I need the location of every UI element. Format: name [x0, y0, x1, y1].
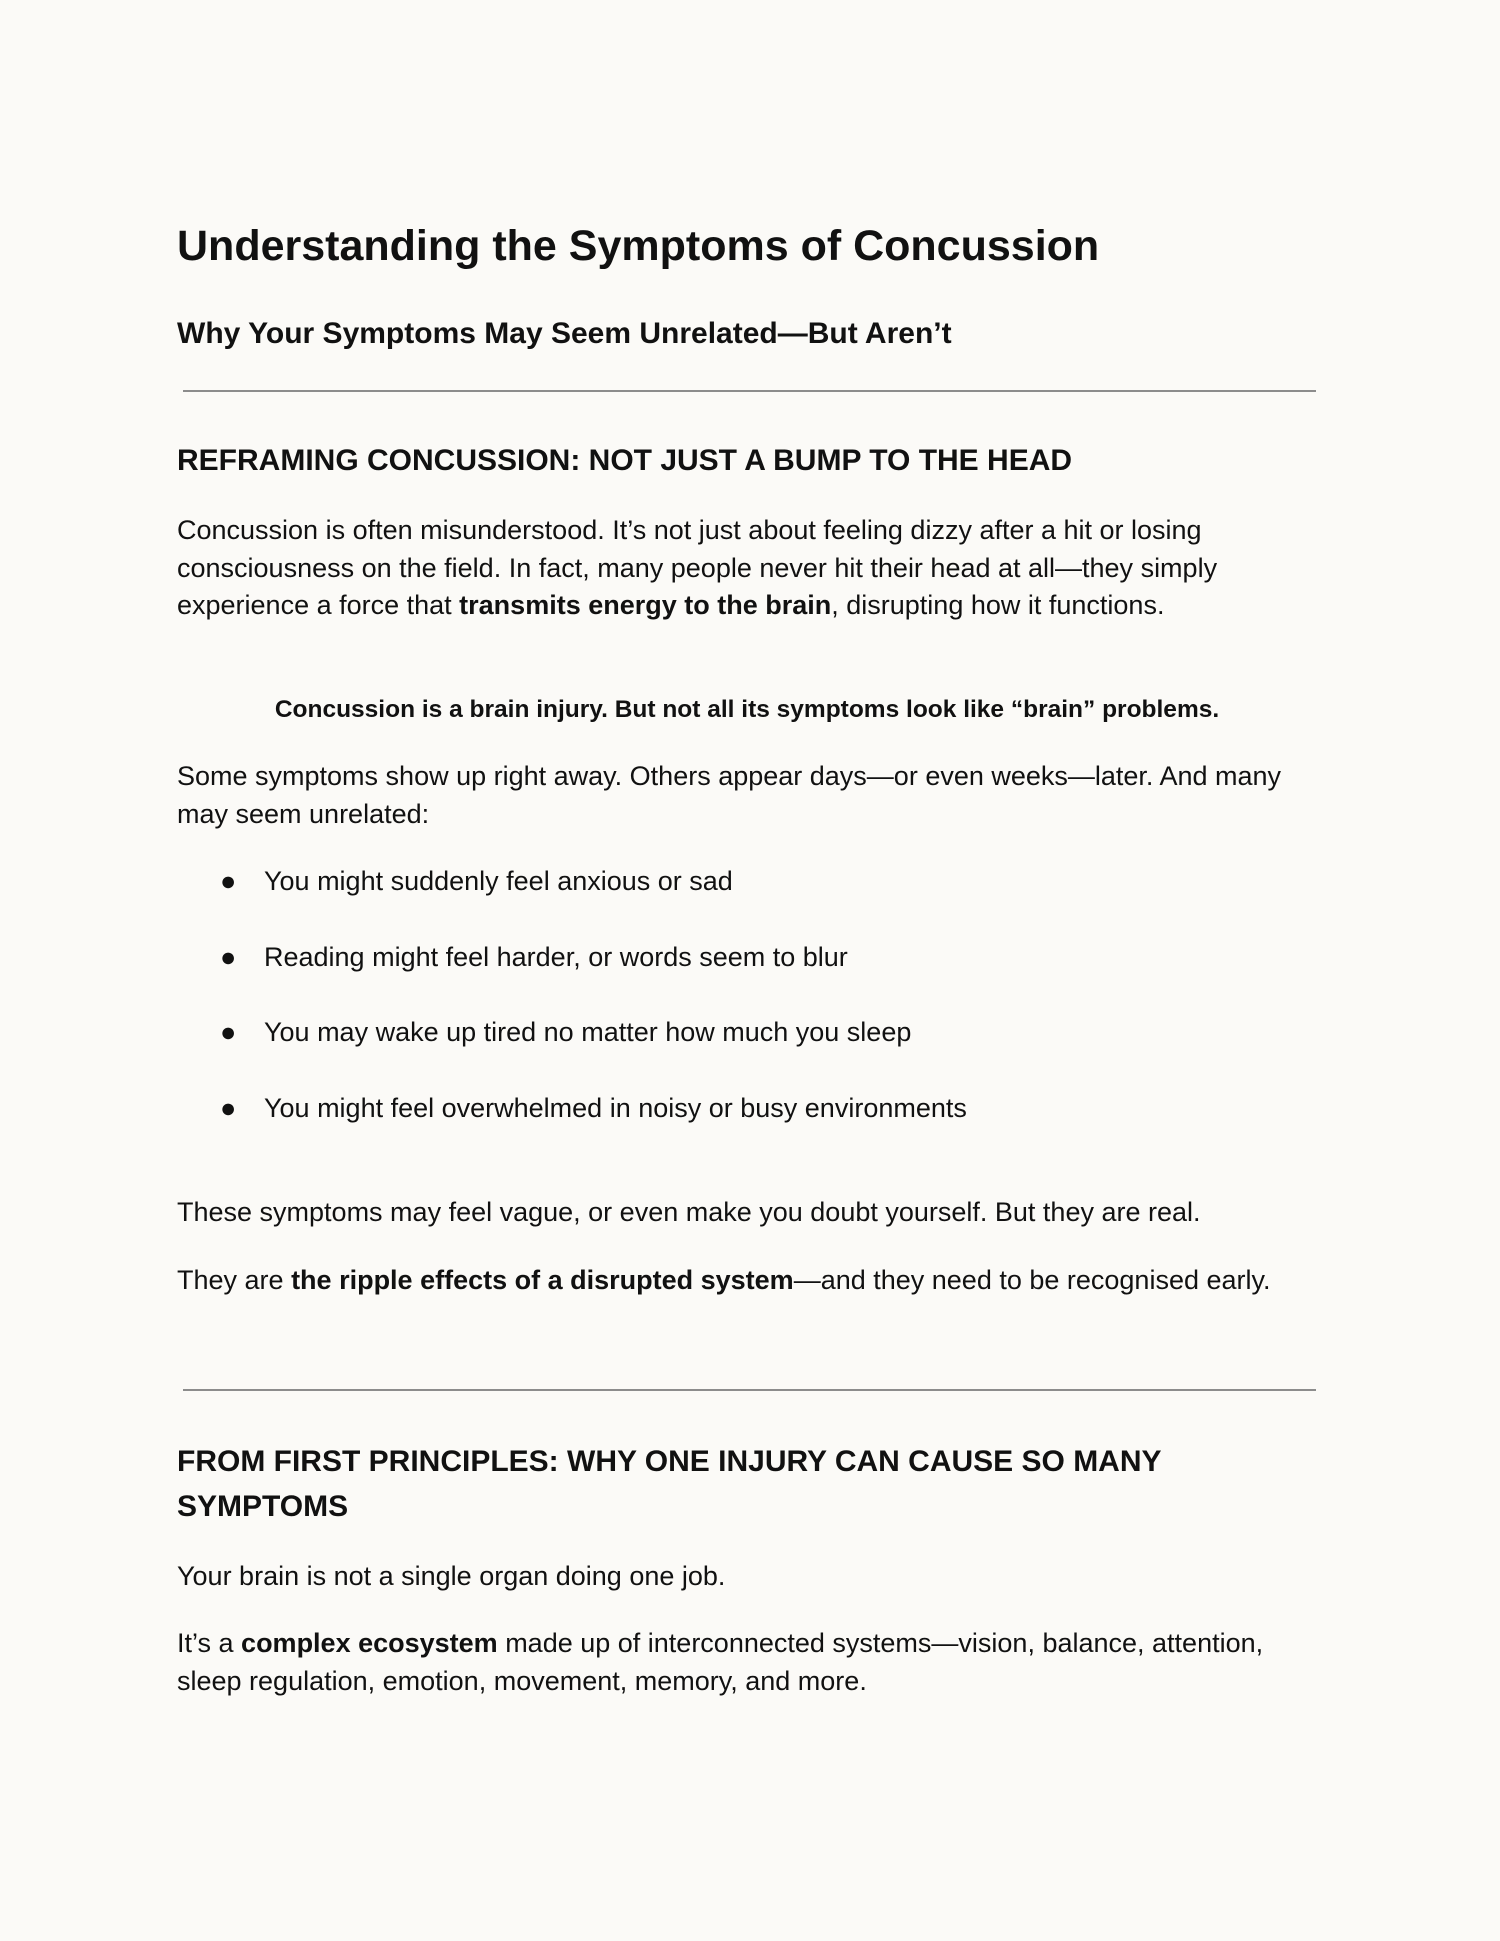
intro-paragraph	[177, 512, 1297, 625]
text: made up of interconnected systems—vision, balance, attention, sleep regulation, emotion, movement, memory, and more.	[177, 1628, 1264, 1696]
paragraph	[177, 1625, 1297, 1700]
bold-text: the ripple effects of a disrupted system	[291, 1265, 794, 1295]
bullet-icon: ●	[220, 1017, 237, 1047]
divider	[183, 1389, 1316, 1391]
text: They are	[177, 1265, 292, 1295]
divider	[183, 390, 1316, 392]
list-item-text: You may wake up tired no matter how much you sleep	[264, 1017, 912, 1047]
list-item-text: Reading might feel harder, or words seem to blur	[264, 942, 848, 972]
page-title: Understanding the Symptoms of Concussion	[177, 222, 1100, 270]
bullet-icon: ●	[220, 942, 237, 972]
text: , disrupting how it functions.	[831, 590, 1165, 620]
text: Concussion is often misunderstood. It’s not just about feeling dizzy after a hit or losing consciousness on the field. In fact, many people never hit their head at all—they simply experience a force that	[177, 515, 1218, 620]
bullet-icon: ●	[220, 1093, 237, 1123]
page-subtitle: Why Your Symptoms May Seem Unrelated—But Aren’t	[177, 317, 952, 350]
paragraph: These symptoms may feel vague, or even make you doubt yourself. But they are real.	[177, 1197, 1201, 1227]
list-item-text: You might feel overwhelmed in noisy or busy environments	[264, 1093, 967, 1123]
callout-text: Concussion is a brain injury. But not all its symptoms look like “brain” problems.	[274, 696, 1220, 723]
bullet-icon: ●	[220, 866, 237, 896]
bold-text: transmits energy to the brain	[459, 590, 832, 620]
symptoms-paragraph: Some symptoms show up right away. Others appear days—or even weeks—later. And many may seem unrelated:	[177, 761, 1282, 829]
section-heading-first-principles: FROM FIRST PRINCIPLES: WHY ONE INJURY CAN CAUSE SO MANY SYMPTOMS	[177, 1445, 1161, 1523]
section-heading-reframing: REFRAMING CONCUSSION: NOT JUST A BUMP TO THE HEAD	[177, 444, 1073, 477]
paragraph: Your brain is not a single organ doing one job.	[177, 1561, 726, 1591]
list-item-text: You might suddenly feel anxious or sad	[264, 866, 733, 896]
text: —and they need to be recognised early.	[793, 1265, 1271, 1295]
bold-text: complex ecosystem	[241, 1628, 498, 1658]
text: It’s a	[177, 1628, 242, 1658]
paragraph	[177, 1262, 1307, 1300]
